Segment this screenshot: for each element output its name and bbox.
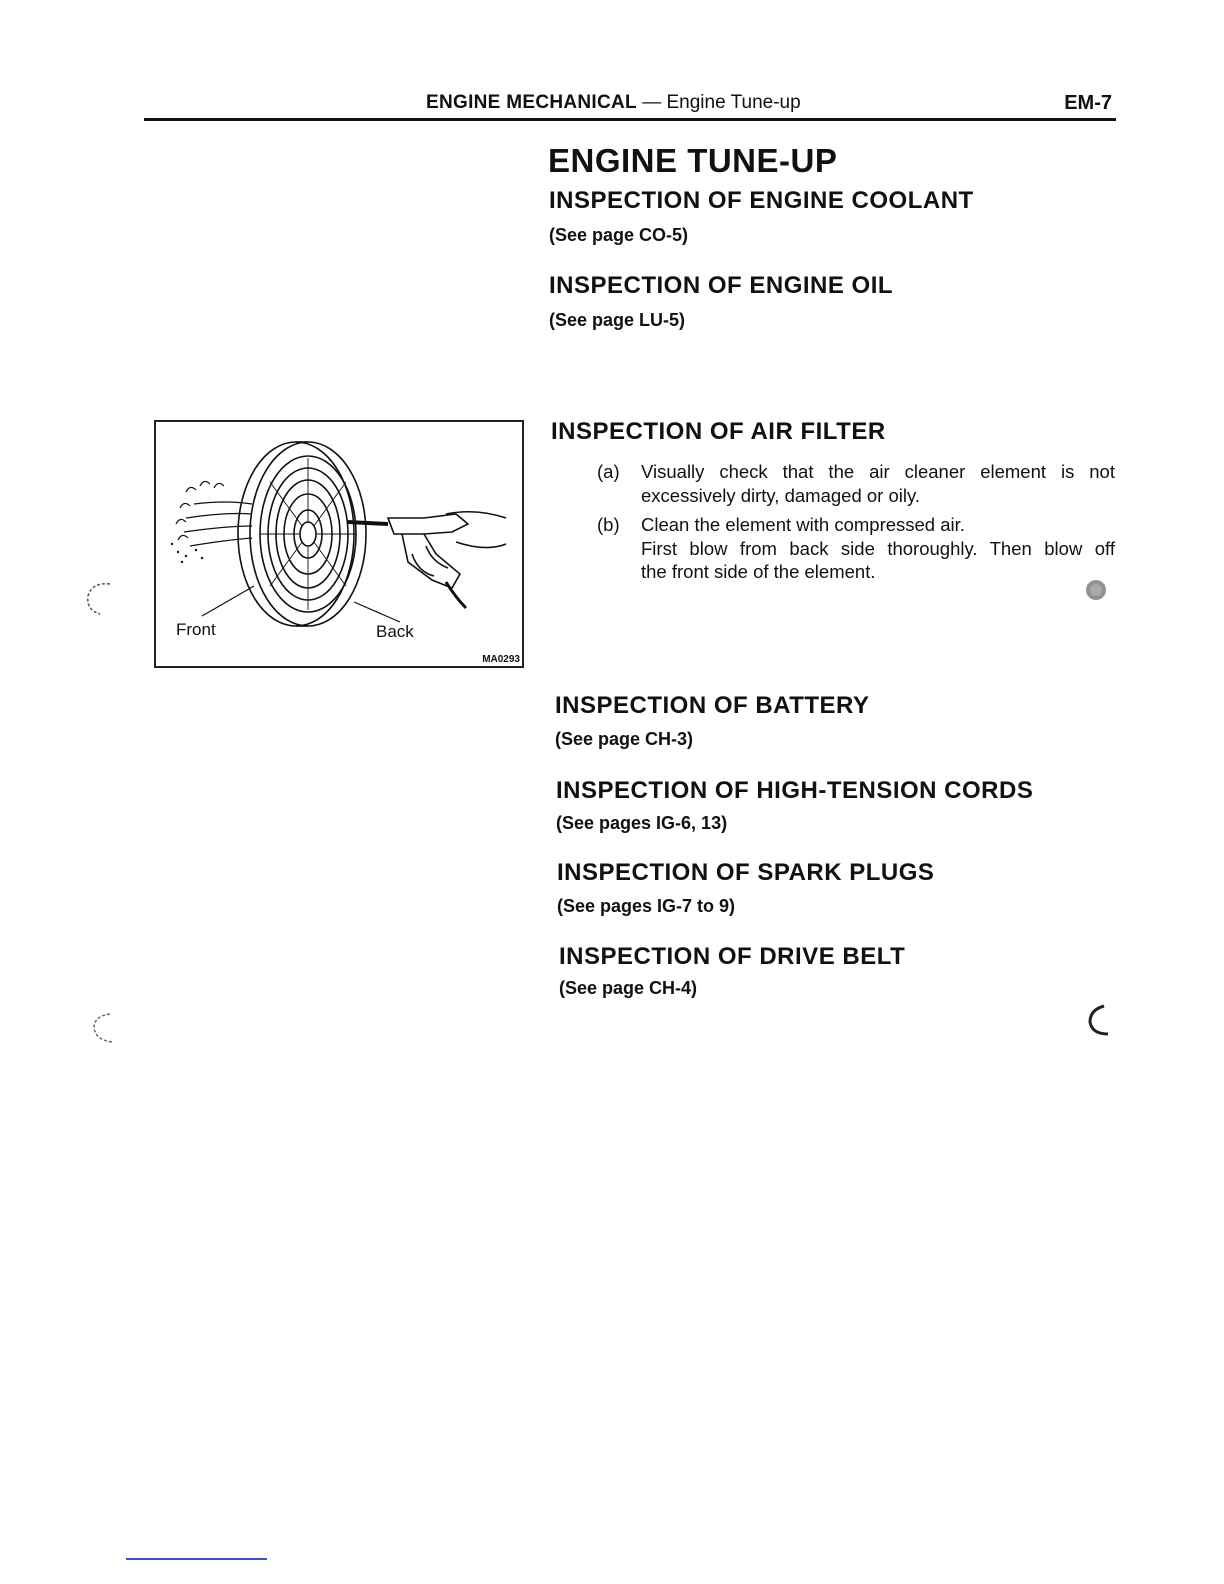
binder-hole-mark-right-bottom [1082,1002,1122,1042]
page-title: ENGINE TUNE-UP [548,142,838,179]
step-a-line-1: Visually check that the air cleaner element is not [641,461,1115,482]
figure-code: MA0293 [482,654,520,665]
page-number: EM-7 [1064,92,1112,114]
step-a-line-2: excessively dirty, damaged or oily. [641,484,920,506]
header-rule [144,118,1116,121]
reference-high-tension-cords: (See pages IG-6, 13) [556,813,728,833]
step-b-line-1: Clean the element with compressed air. [641,514,965,535]
heading-engine-coolant: INSPECTION OF ENGINE COOLANT [549,187,974,214]
step-b-text [641,513,1115,584]
step-b-line-2: First blow from back side thoroughly. Then blow off [641,537,1115,559]
reference-engine-oil: (See page LU-5) [549,310,686,330]
step-b-label: (b) [597,514,620,535]
header-subsection: Engine Tune-up [666,92,801,113]
heading-spark-plugs: INSPECTION OF SPARK PLUGS [557,859,935,886]
header-section: ENGINE MECHANICAL [426,92,637,113]
air-filter-figure [154,420,524,668]
reference-engine-coolant: (See page CO-5) [549,225,689,245]
binder-hole-mark-right-top [1080,572,1114,606]
heading-high-tension-cords: INSPECTION OF HIGH-TENSION CORDS [556,777,1034,804]
binder-hole-mark-top [80,578,120,618]
reference-battery: (See page CH-3) [555,729,694,749]
step-b-line-3: the front side of the element. [641,561,876,582]
running-header [426,92,801,114]
heading-drive-belt: INSPECTION OF DRIVE BELT [559,943,906,970]
header-separator: — [642,92,662,113]
figure-label-back: Back [376,622,414,641]
figure-label-front: Front [176,620,216,639]
reference-spark-plugs: (See pages IG-7 to 9) [557,896,736,916]
reference-drive-belt: (See page CH-4) [559,978,698,998]
step-a-label: (a) [597,461,620,482]
binder-hole-mark-bottom [88,1010,124,1046]
step-a-text [641,460,1115,507]
heading-air-filter: INSPECTION OF AIR FILTER [551,418,886,445]
heading-battery: INSPECTION OF BATTERY [555,692,870,719]
scan-edge-line [126,1558,267,1560]
heading-engine-oil: INSPECTION OF ENGINE OIL [549,272,894,299]
